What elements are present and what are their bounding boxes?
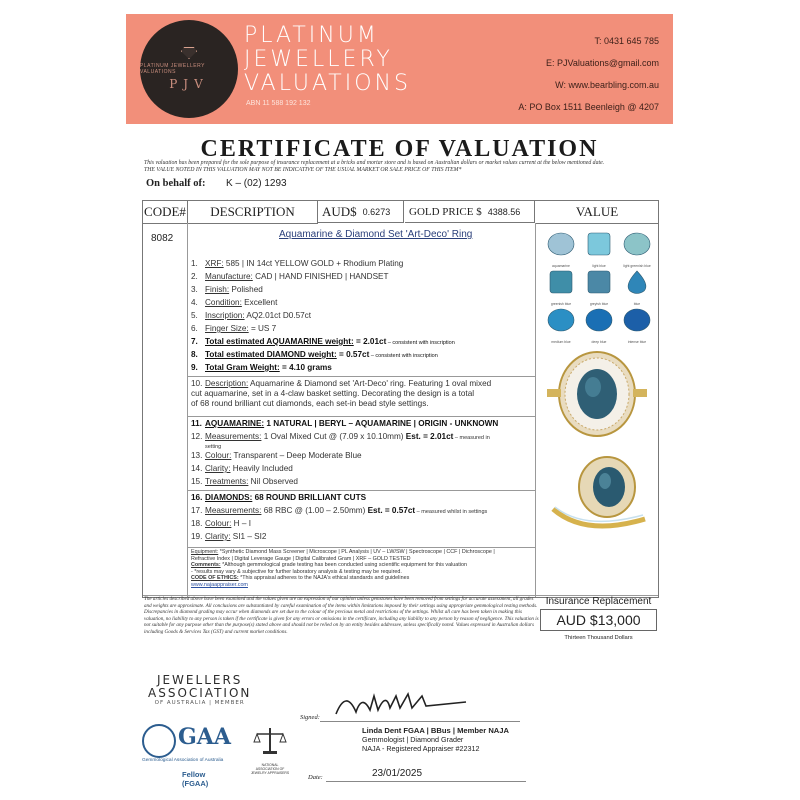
item-text: AQ2.01ct D0.57ct xyxy=(244,311,312,320)
signer-role: Gemmologist | Diamond Grader xyxy=(362,735,464,744)
item-number: 11. xyxy=(191,419,202,428)
ja-line-2: ASSOCIATION xyxy=(148,686,252,700)
divider xyxy=(187,490,535,491)
logo-text: PJV xyxy=(169,77,209,91)
item-title: Aquamarine & Diamond Set 'Art-Deco' Ring xyxy=(279,229,473,240)
valuation-table xyxy=(142,200,659,598)
gold-label: GOLD PRICE $ xyxy=(409,205,482,218)
item-label: Total estimated DIAMOND weight: xyxy=(205,350,337,359)
divider xyxy=(187,223,188,597)
signed-label: Signed: xyxy=(300,714,320,721)
gem-caption: aquamarine xyxy=(552,264,570,268)
aud-value: 0.6273 xyxy=(362,206,391,217)
list-item xyxy=(191,350,438,361)
gem-shape xyxy=(628,271,646,294)
behalf-label: On behalf of: xyxy=(146,178,206,189)
item-number: 5. xyxy=(191,311,198,320)
item-text: 1 Oval Mixed Cut @ (7.09 x 10.10mm) xyxy=(261,432,404,441)
item-number: 18. xyxy=(191,519,203,528)
divider xyxy=(187,376,535,377)
gem-caption: light greenish blue xyxy=(623,264,651,268)
diamond-icon xyxy=(181,47,197,59)
gem-caption: intense blue xyxy=(627,340,647,344)
ring-top-photo xyxy=(547,347,647,441)
item-text: of 68 round brilliant cut diamonds, each set-in bead style settings. xyxy=(191,399,429,408)
ethics-label: CODE OF ETHICS: xyxy=(191,575,239,582)
gem-swatch xyxy=(581,269,617,306)
item-number: 4. xyxy=(191,298,198,307)
gem-caption: blue xyxy=(633,302,641,306)
item-text: = US 7 xyxy=(248,324,277,333)
ethics-text: *This appraisal adheres to the NAJA's ethical standards and guidelines xyxy=(238,575,410,582)
item-number: 2. xyxy=(191,272,198,281)
item-label: Finger Size: xyxy=(205,324,249,333)
gem-icon xyxy=(546,269,576,295)
equipment-text: *Synthetic Diamond Mass Screener | Microscope | PL Analysis | UV – LW/SW | Spectroscope | CCF | Dichroscope | xyxy=(218,549,495,555)
item-text: SI1 – SI2 xyxy=(230,532,267,541)
item-label: Clarity: xyxy=(205,532,231,541)
abn-number: ABN 11 588 192 132 xyxy=(246,100,311,107)
ja-line-1: JEWELLERS xyxy=(156,673,243,687)
insurance-words: Thirteen Thousand Dollars xyxy=(564,635,633,641)
list-item xyxy=(191,532,266,542)
item-label: Inscription: xyxy=(205,311,245,320)
insurance-amount: AUD $13,000 xyxy=(540,609,657,631)
naja-link[interactable]: www.najaappraiser.com xyxy=(191,581,248,588)
gem-shape xyxy=(624,309,650,331)
gem-icon xyxy=(622,307,652,333)
gem-shape xyxy=(550,271,572,293)
gaa-emblem-icon xyxy=(142,724,176,758)
gem-icon xyxy=(546,231,576,257)
brand-line-3: VALUATIONS xyxy=(244,71,411,96)
disclaimer-text: The articles described above have been examined and the values given are an expression of our opinion unless gemstones have been removed from settings for accurate assessment, all grades and weights are approximate. All conclusions are substantiated by careful examination of the items within limitations imposed by their settings using appropriate gemmological testing methods. Discrepancies in diamond grading may occur when diamonds are set due to the colour of the precious metal and restrictions of the settings. Whilst all care has been taken in making this valuation, no liability to any person is taken if the certificate is given for any errors or omissions in the certificate, including any liability to any person by reason of negligence. This valuation is not suitable for any purpose other than the purpose(s) stated above and should not be relied on by an entity besides addressee, unless specifically noted. Values expressed in Australian dollars including Goods & Services Tax (GST) and current market conditions. xyxy=(144,596,539,635)
ring-side-photo xyxy=(545,449,655,537)
item-label: XRF: xyxy=(205,259,224,268)
item-label: Condition: xyxy=(205,298,242,307)
signer-details xyxy=(362,726,509,753)
list-item xyxy=(191,451,362,461)
intro-line-1: This valuation has been prepared for the sole purpose of insurance replacement at a bricks and mortar store and is based on Australian dollars or market values current at the below mentioned date. xyxy=(144,160,605,166)
item-label: Total estimated AQUAMARINE weight: xyxy=(205,337,354,346)
item-text: = 0.57ct xyxy=(336,350,370,359)
item-text: = 4.10 grams xyxy=(279,363,332,372)
item-text: 1 NATURAL | BERYL – AQUAMARINE | ORIGIN - UNKNOWN xyxy=(264,419,499,428)
gem-icon xyxy=(622,231,652,257)
gold-value: 4388.56 xyxy=(487,206,521,217)
item-number: 19. xyxy=(191,532,203,541)
item-text: Aquamarine & Diamond set 'Art-Deco' ring. Featuring 1 oval mixed xyxy=(248,379,492,388)
contact-web[interactable]: W: www.bearbling.com.au xyxy=(555,80,659,90)
item-note: – consistent with inscription xyxy=(386,340,455,346)
item-label: Measurements: xyxy=(205,506,262,515)
gem-swatch xyxy=(543,231,579,268)
list-item xyxy=(191,519,251,529)
item-label: Manufacture: xyxy=(205,272,253,281)
equipment-text: Refractive Index | Digital Leverage Gauge | Digital Calibrated Gram | XRF – GOLD TESTED xyxy=(191,555,411,562)
gaa-subtitle: Gemmological Association of Australia xyxy=(142,758,224,763)
item-label: Colour: xyxy=(205,451,232,460)
gem-shape xyxy=(548,233,574,255)
gem-shape xyxy=(548,309,574,331)
contact-email[interactable]: E: PJValuations@gmail.com xyxy=(545,58,659,68)
aud-header xyxy=(318,201,404,223)
equipment-notes xyxy=(191,549,531,589)
item-note-cont: setting xyxy=(205,444,222,450)
comments-text: - *results may vary & subjective for further laboratory analysis & testing may be required. xyxy=(191,568,402,575)
list-item xyxy=(191,432,490,443)
brand-line-1: PLATINUM xyxy=(244,23,379,48)
behalf-value: K – (02) 1293 xyxy=(226,178,287,189)
gem-icon xyxy=(622,269,652,295)
item-code: 8082 xyxy=(151,233,174,244)
item-text: H – I xyxy=(231,519,251,528)
gem-caption: deep blue xyxy=(591,340,607,344)
signature-line xyxy=(320,721,520,722)
intro-line-2: THE VALUE NOTED IN THIS VALUATION MAY NOT BE INDICATIVE OF THE USUAL MARKET OR SALE PRICE OF THIS ITEM* xyxy=(144,167,462,173)
gaa-text: GAA xyxy=(178,724,231,750)
item-label: Clarity: xyxy=(205,464,231,473)
item-note: – measured in xyxy=(453,435,490,441)
jewellers-association-logo xyxy=(148,674,251,706)
contact-address: A: PO Box 1511 Beenleigh @ 4207 xyxy=(518,102,659,112)
gem-caption: light blue xyxy=(592,264,606,268)
item-text: 68 RBC @ (1.00 – 2.50mm) xyxy=(261,506,366,515)
item-number: 15. xyxy=(191,477,203,486)
item-number: 13. xyxy=(191,451,203,460)
divider xyxy=(187,416,535,417)
item-label: DIAMONDS: xyxy=(205,493,253,502)
gem-caption: medium blue xyxy=(551,340,571,344)
list-item xyxy=(191,259,403,269)
gem-icon xyxy=(546,307,576,333)
gem-swatch xyxy=(619,269,655,306)
code-header: CODE# xyxy=(143,201,188,224)
list-item xyxy=(191,285,263,295)
comments-text: *Although gemmological grade testing has been conducted using scientific equipment for this valuation xyxy=(220,562,467,569)
item-text: Polished xyxy=(229,285,263,294)
list-item xyxy=(191,506,487,517)
aud-label: AUD$ xyxy=(322,203,357,219)
item-label: Total Gram Weight: xyxy=(205,363,280,372)
signer-name: Linda Dent FGAA | BBus | Member NAJA xyxy=(362,726,509,735)
item-text: cut aquamarine, set in a 4-claw basket setting. Decorating the design is a total xyxy=(191,389,475,398)
certificate-page xyxy=(126,14,673,786)
contact-phone: T: 0431 645 785 xyxy=(594,36,659,46)
list-item xyxy=(191,324,276,334)
gaa-fellow: Fellow (FGAA) xyxy=(182,770,209,788)
divider xyxy=(535,223,536,597)
gem-icon xyxy=(584,307,614,333)
gem-swatch xyxy=(543,307,579,344)
item-label: Measurements: xyxy=(205,432,262,441)
gem-shape xyxy=(588,233,610,255)
gem-swatch xyxy=(581,231,617,268)
brand-line-2: JEWELLERY xyxy=(244,47,393,72)
signer-registration: NAJA - Registered Appraiser #22312 xyxy=(362,744,480,753)
handwritten-signature xyxy=(326,684,476,720)
item-number: 3. xyxy=(191,285,198,294)
gem-swatch xyxy=(543,269,579,306)
item-number: 6. xyxy=(191,324,198,333)
item-number: 12. xyxy=(191,432,203,441)
insurance-box xyxy=(540,596,657,641)
item-number: 16. xyxy=(191,493,203,502)
intro-text xyxy=(144,160,664,174)
insurance-label: Insurance Replacement xyxy=(545,596,652,607)
item-label: Colour: xyxy=(205,519,232,528)
gold-header xyxy=(405,201,535,223)
item-label: Description: xyxy=(205,379,249,388)
comments-label: Comments: xyxy=(191,562,221,569)
item-label: Finish: xyxy=(205,285,230,294)
item-text: 68 ROUND BRILLIANT CUTS xyxy=(252,493,367,502)
item-text: Heavily Included xyxy=(230,464,293,473)
equipment-label: Equipment: xyxy=(191,549,219,555)
item-estimate: Est. = 2.01ct xyxy=(403,432,454,441)
date-label: Date: xyxy=(308,774,323,781)
item-number: 17. xyxy=(191,506,203,515)
item-number: 9. xyxy=(191,363,198,372)
naja-caption: NATIONAL ASSOCIATION OF JEWELRY APPRAISERS xyxy=(250,763,290,775)
list-item xyxy=(191,464,293,474)
item-text: Excellent xyxy=(241,298,278,307)
item-estimate: Est. = 0.57ct xyxy=(365,506,416,515)
certificate-title: CERTIFICATE OF VALUATION xyxy=(200,136,599,162)
gem-caption: greenish blue xyxy=(550,302,572,306)
list-item xyxy=(191,337,455,348)
gem-swatch xyxy=(619,307,655,344)
list-item xyxy=(191,477,298,487)
pjv-logo xyxy=(140,20,238,118)
list-item xyxy=(191,272,389,282)
gem-icon xyxy=(584,231,614,257)
diamonds-heading xyxy=(191,493,366,503)
gem-shape xyxy=(624,233,650,255)
date-line xyxy=(326,781,526,782)
gem-shape xyxy=(588,271,610,293)
header-band xyxy=(126,14,673,124)
item-label: AQUAMARINE: xyxy=(205,419,265,428)
date-value: 23/01/2025 xyxy=(372,768,423,779)
ja-line-3: OF AUSTRALIA | MEMBER xyxy=(154,700,245,706)
description-header: DESCRIPTION xyxy=(188,201,318,224)
item-number: 10. xyxy=(191,379,203,388)
aquamarine-heading xyxy=(191,419,498,429)
item-text: Transparent – Deep Moderate Blue xyxy=(231,451,362,460)
naja-logo xyxy=(250,726,290,775)
item-note: – consistent with inscription xyxy=(369,353,438,359)
divider xyxy=(187,547,535,548)
gem-shape xyxy=(586,309,612,331)
item-text: Nil Observed xyxy=(248,477,298,486)
item-text: = 2.01ct xyxy=(353,337,387,346)
gem-swatch xyxy=(619,231,655,268)
item-number: 1. xyxy=(191,259,198,268)
item-label: Treatments: xyxy=(205,477,249,486)
item-text: 585 | IN 14ct YELLOW GOLD + Rhodium Plating xyxy=(223,259,404,268)
gem-icon xyxy=(584,269,614,295)
gem-swatch xyxy=(581,307,617,344)
logo-ring-text: PLATINUM JEWELLERY VALUATIONS xyxy=(140,63,205,75)
item-note: – measured whilst in settings xyxy=(415,509,488,515)
list-item-description xyxy=(191,379,531,409)
scales-icon xyxy=(253,726,287,756)
item-number: 7. xyxy=(191,337,198,346)
item-text: CAD | HAND FINISHED | HANDSET xyxy=(252,272,389,281)
list-item xyxy=(191,311,311,321)
list-item xyxy=(191,298,277,308)
item-number: 8. xyxy=(191,350,198,359)
gem-caption: greyish blue xyxy=(589,302,609,306)
item-number: 14. xyxy=(191,464,203,473)
brand-name xyxy=(244,24,411,96)
value-header: VALUE xyxy=(536,201,658,224)
list-item xyxy=(191,363,332,373)
